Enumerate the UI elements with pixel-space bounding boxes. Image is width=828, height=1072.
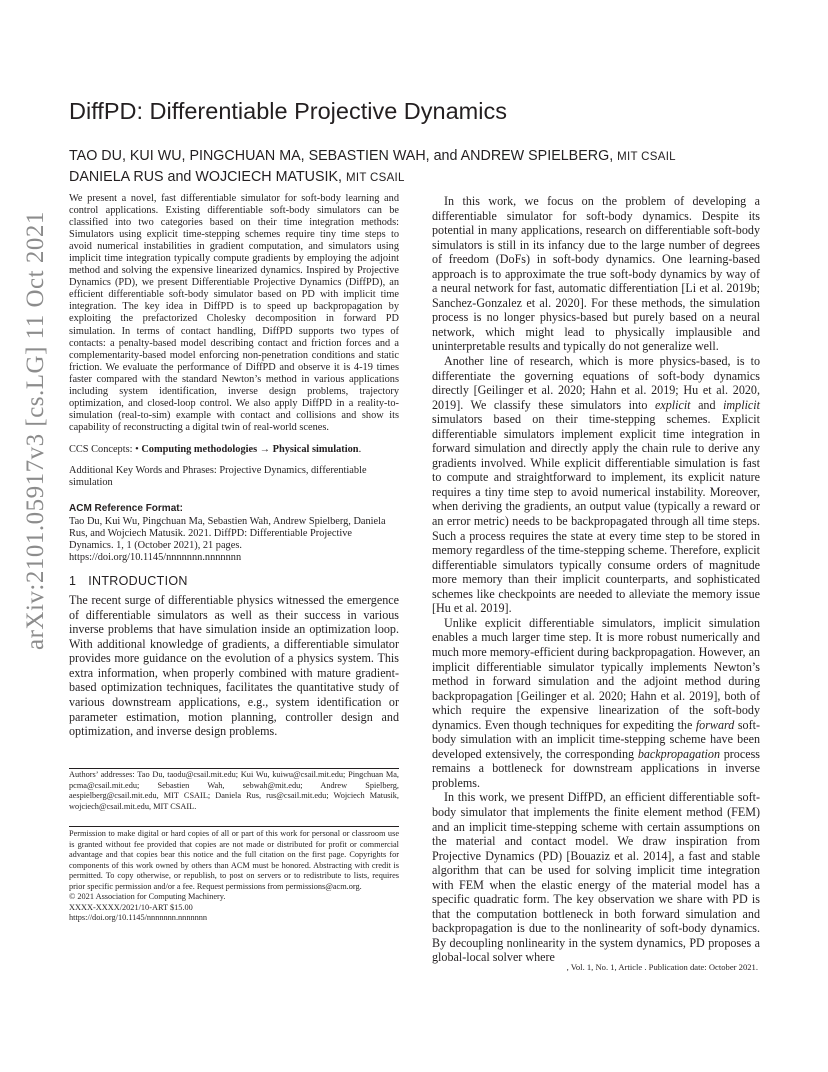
arxiv-stamp: arXiv:2101.05917v3 [cs.LG] 11 Oct 2021 [22, 211, 49, 650]
section-heading [69, 574, 399, 588]
paragraph-4: In this work, we present DiffPD, an efficient differentiable soft-body simulator that implements the finite element method (FEM) and an implicit time-stepping scheme with certain assumptions on the material and contact model. We draw inspiration from Projective Dynamics (PD) [Bouaziz et al. 2014], a fast and stable algorithm that can be used for solving implicit time integration with FEM when the elastic energy of the material model has a specific quadratic form. The key observation we share with PD is that the computation bottleneck in both forward simulation and backpropagation is due to the nonlinearity of soft-body dynamics. By decoupling nonlinearity in the system dynamics, PD proposes a global-local solver where [432, 790, 760, 965]
ccs-concepts [69, 444, 399, 456]
p2-text-b: and [690, 397, 724, 412]
p2-text-c: simulators based on their time-stepping schemes. Explicit differentiable simulators implement explicit time integration in forward simulation and directly apply the chain rule to derive any gradients involved. While explicit differentiable simulation is fast to compute and straightforward to implement, its explicit nature requires a tiny time step to avoid numerical instability. Moreover, when deriving the gradients, an output value (typically a reward or an error metric) needs to be backpropagated through all time steps. Such a process requires the state at every time step to be stored in memory regardless of the time-stepping scheme. Therefore, explicit differentiable simulators typically consume orders of magnitude more memory than their implicit counterparts, and sophisticated schemes like checkpoints are needed to alleviate the memory issue [Hu et al. 2019]. [432, 412, 760, 616]
author-affiliation-1: MIT CSAIL [617, 151, 676, 163]
p2-text-a: Another line of research, which is more physics-based, is to differentiate the governing equations of soft-body dynamics directly [Geilinger et al. 2020; Hahn et al. 2019; Hu et al. 2020, 2019]. We classify these simulators into [432, 354, 760, 412]
acm-reference-text: Tao Du, Kui Wu, Pingchuan Ma, Sebastien Wah, Andrew Spielberg, Daniela Rus, and Wojciech Matusik. 2021. DiffPD: Differentiable Projective Dynamics. 1, 1 (October 2021), 21 pages. https://doi.org/10.1145/nnnnnnn.nnnnnnn [69, 515, 386, 564]
author-affiliation-2: MIT CSAIL [346, 171, 405, 184]
p3-text-c: process remains a bottleneck for downstream applications in inverse problems. [432, 746, 760, 790]
p3-text-b: soft-body simulation with an implicit time-stepping scheme have been developed extensively, the corresponding [432, 717, 760, 761]
permission-block [69, 829, 399, 924]
paper-title: DiffPD: Differentiable Projective Dynamics [69, 98, 507, 124]
permission-divider [69, 826, 399, 827]
keywords: Additional Key Words and Phrases: Projective Dynamics, differentiable simulation [69, 464, 367, 489]
p2-emphasis-implicit: implicit [723, 397, 761, 412]
copyright-line: © 2021 Association for Computing Machinery. [69, 892, 226, 901]
paragraph-1: In this work, we focus on the problem of developing a differentiable simulator for soft-body dynamics. Despite its potential in many applications, research on differentiable soft-body simulators is still in its infancy due to the large number of degrees of freedom (DoFs) in soft-body dynamics. One learning-based approach is to approximate the true soft-body dynamics by way of a neural network for fast, automatic differentiation [Li et al. 2019b; Sanchez-Gonzalez et al. 2020]. For these methods, the simulation process is no longer physics-based but purely based on a neural network, which might lead to physically implausible and uninterpretable results and typically do not generalize well. [432, 194, 760, 354]
author-line-2: DANIELA RUS and WOJCIECH MATUSIK, [69, 168, 343, 185]
p2-emphasis-explicit: explicit [654, 397, 691, 412]
author-line-1: TAO DU, KUI WU, PINGCHUAN MA, SEBASTIEN WAH, and ANDREW SPIELBERG, [69, 148, 614, 164]
right-column [432, 194, 760, 965]
permission-text: Permission to make digital or hard copies of all or part of this work for personal or classroom use is granted without fee provided that copies are not made or distributed for profit or commercial advantage and that copies bear this notice and the full citation on the first page. Copyrights for components of this work owned by others than ACM must be honored. Abstracting with credit is permitted. To copy otherwise, or republish, to post on servers or to redistribute to lists, requires prior specific permission and/or a fee. Request permissions from permissions@acm.org. [69, 829, 399, 891]
section-number: 1 [69, 574, 77, 589]
left-column [69, 193, 399, 739]
p3-emphasis-forward: forward [695, 717, 735, 732]
author-block [69, 147, 769, 188]
paragraph-3 [432, 616, 760, 791]
intro-paragraph: The recent surge of differentiable physics witnessed the emergence of differentiable simulators as well as their success in various inverse problems that have simulation inside an optimization loop. With additional knowledge of gradients, a differentiable simulator provides more guidance on the evolution of a physics system. This extra information, when properly combined with mature gradient-based optimization techniques, facilitates the quantitative study of various downstream applications, e.g., system identification or parameter estimation, motion planning, controller design and optimization, and inverse design problems. [69, 593, 399, 739]
p3-text-a: Unlike explicit differentiable simulators, implicit simulation enables a much larger time step. It is more robust numerically and much more memory-efficient during backpropagation. However, an implicit differentiable simulator typically implements Newton’s method in forward simulation and the adjoint method during backpropagation [Geilinger et al. 2020; Hahn et al. 2019], both of which require the expensive linearization of the soft-body dynamics. Even though techniques for expediting the [432, 615, 760, 732]
ccs-label: CCS Concepts: • [69, 443, 139, 455]
footnote-divider [69, 768, 399, 769]
page-footer: , Vol. 1, No. 1, Article . Publication date: October 2021. [566, 962, 758, 972]
doi-link[interactable]: https://doi.org/10.1145/nnnnnnn.nnnnnnn [69, 913, 208, 922]
p3-emphasis-backpropagation: backpropagation [637, 746, 721, 761]
acm-reference-heading: ACM Reference Format: [69, 502, 183, 514]
isbn-line: XXXX-XXXX/2021/10-ART $15.00 [69, 902, 193, 912]
paragraph-2 [432, 354, 760, 616]
ccs-concept: Computing methodologies → Physical simulation [141, 443, 359, 455]
ccs-end: . [358, 443, 362, 455]
abstract: We present a novel, fast differentiable simulator for soft-body learning and control applications. Existing differentiable soft-body simulators can be classified into two categories based on their time integration methods: Simulators using explicit time-stepping schemes require tiny time steps to avoid numerical instabilities in gradient computation, and simulators using implicit time integration typically compute gradients by employing the adjoint method and solving the expensive linearized dynamics. Inspired by Projective Dynamics (PD), we present Differentiable Projective Dynamics (DiffPD), an efficient differentiable soft-body simulator based on PD with implicit time integration. The key idea in DiffPD is to speed up backpropagation by exploiting the prefactorized Cholesky decomposition in forward PD simulation. In terms of contact handling, DiffPD supports two types of contacts: a penalty-based model describing contact and friction forces and a complementarity-based model enforcing non-penetration conditions and static friction. We evaluate the performance of DiffPD and observe it is 4-19 times faster compared with the standard Newton’s method in various applications including system identification, inverse design problems, trajectory optimization, and closed-loop control. We also apply DiffPD in a reality-to-simulation (real-to-sim) example with contact and collisions and show its capability of reconstructing a digital twin of real-world scenes. [69, 193, 399, 433]
section-title: INTRODUCTION [88, 574, 188, 589]
authors-addresses-footnote: Authors’ addresses: Tao Du, taodu@csail.mit.edu; Kui Wu, kuiwu@csail.mit.edu; Pingchuan Ma, pcma@csail.mit.edu; Sebastien Wah, sebwah@mit.edu; Andrew Spielberg, aespielberg@csail.mit.edu, MIT CSAIL; Daniela Rus, rus@csail.mit.edu; Wojciech Matusik, wojciech@csail.mit.edu, MIT CSAIL. [69, 770, 399, 811]
